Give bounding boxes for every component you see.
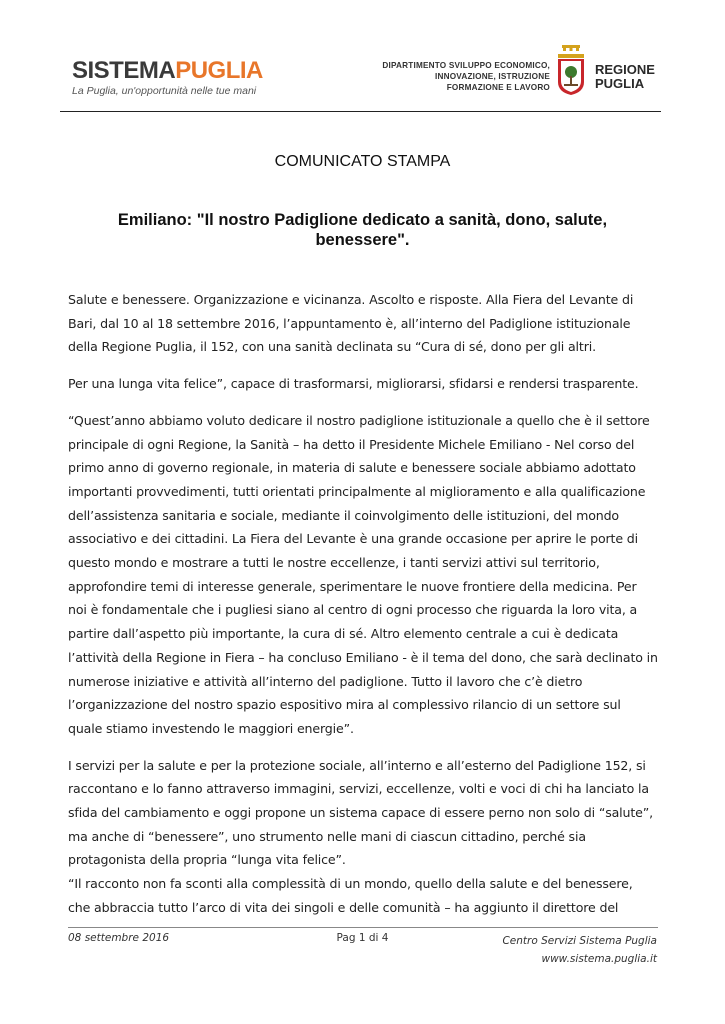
body-paragraph: I servizi per la salute e per la protezione sociale, all’interno e all’esterno del Padiglione 152, si raccontano e lo fanno attraverso immagini, servizi, eccellenze, volti e voci di chi ha lanciato la sfida del cambiamento e oggi propone un sistema capace di essere perno non solo di “salute”, ma anche di “benessere”, uno strumento nelle mani di ciascun cittadino, perché sia protagonista della propria “lunga vita felice”.: [68, 757, 653, 868]
logo-wordmark: SISTEMAPUGLIA: [72, 57, 263, 84]
logo-tagline: La Puglia, un'opportunità nelle tue mani: [72, 85, 257, 97]
regione-puglia-label: REGIONE PUGLIA: [595, 62, 655, 91]
letterhead: [0, 0, 725, 112]
sistema-puglia-logo: [72, 58, 263, 97]
department-name: DIPARTIMENTO SVILUPPO ECONOMICO, INNOVAZIONE, ISTRUZIONE FORMAZIONE E LAVORO: [382, 61, 550, 92]
body-paragraph: “Il racconto non fa sconti alla complessità di un mondo, quello della salute e del benessere, che abbraccia tutto l’arco di vita dei singoli e delle comunità – ha aggiunto il direttore del: [68, 876, 633, 915]
footer-page-number: Pag 1 di 4: [336, 932, 389, 944]
document-kicker: COMUNICATO STAMPA: [274, 153, 451, 170]
footer-divider: [68, 927, 658, 928]
body-paragraph: Per una lunga vita felice”, capace di trasformarsi, migliorarsi, sfidarsi e rendersi trasparente.: [68, 376, 639, 392]
footer-organization: [502, 932, 657, 968]
footer-org-name: Centro Servizi Sistema Puglia: [502, 935, 657, 947]
header-divider: [60, 111, 661, 112]
regione-puglia-crest-icon: [556, 44, 586, 96]
body-paragraph: Salute e benessere. Organizzazione e vicinanza. Ascolto e risposte. Alla Fiera del Levante di Bari, dal 10 al 18 settembre 2016, l’appuntamento è, all’interno del Padiglione istituzionale della Regione Puglia, il 152, con una sanità declinata su “Cura di sé, dono per gli altri.: [68, 292, 634, 355]
footer-date: 08 settembre 2016: [68, 932, 170, 944]
press-release-body: [68, 288, 658, 920]
body-paragraph: “Quest’anno abbiamo voluto dedicare il nostro padiglione istituzionale a quello che è il settore principale di ogni Regione, la Sanità – ha detto il Presidente Michele Emiliano - Nel corso del primo anno di governo regionale, in materia di salute e benessere sociale abbiamo adottato importanti provvedimenti, tutti orientati principalmente al miglioramento e alla qualificazione dell’assistenza sanitaria e sociale, mediante il coinvolgimento delle istituzioni, del mondo associativo e dei cittadini. La Fiera del Levante è una grande occasione per aprire le porte di questo mondo e mostrare a tutti le nostre eccellenze, i tanti servizi attivi sul territorio, approfondire temi di interesse generale, sperimentare le nuove frontiere della medicina. Per noi è fondamentale che i pugliesi siano al centro di ogni processo che riguarda la loro vita, a partire dall’aspetto più importante, la cura di sé. Altro elemento centrale a cui è dedicata l’attività della Regione in Fiera – ha concluso Emiliano - è il tema del dono, che sarà declinato in numerose iniziative e attività all’interno del padiglione. Tutto il lavoro che c’è dietro l’organizzazione del nostro spazio espositivo mira al complessivo rilancio di un settore sul quale stiamo investendo le maggiori energie”.: [68, 412, 658, 736]
footer-website-link[interactable]: www.sistema.puglia.it: [541, 953, 657, 965]
press-release-title: Emiliano: "Il nostro Padiglione dedicato a sanità, dono, salute, benessere".: [117, 211, 608, 249]
